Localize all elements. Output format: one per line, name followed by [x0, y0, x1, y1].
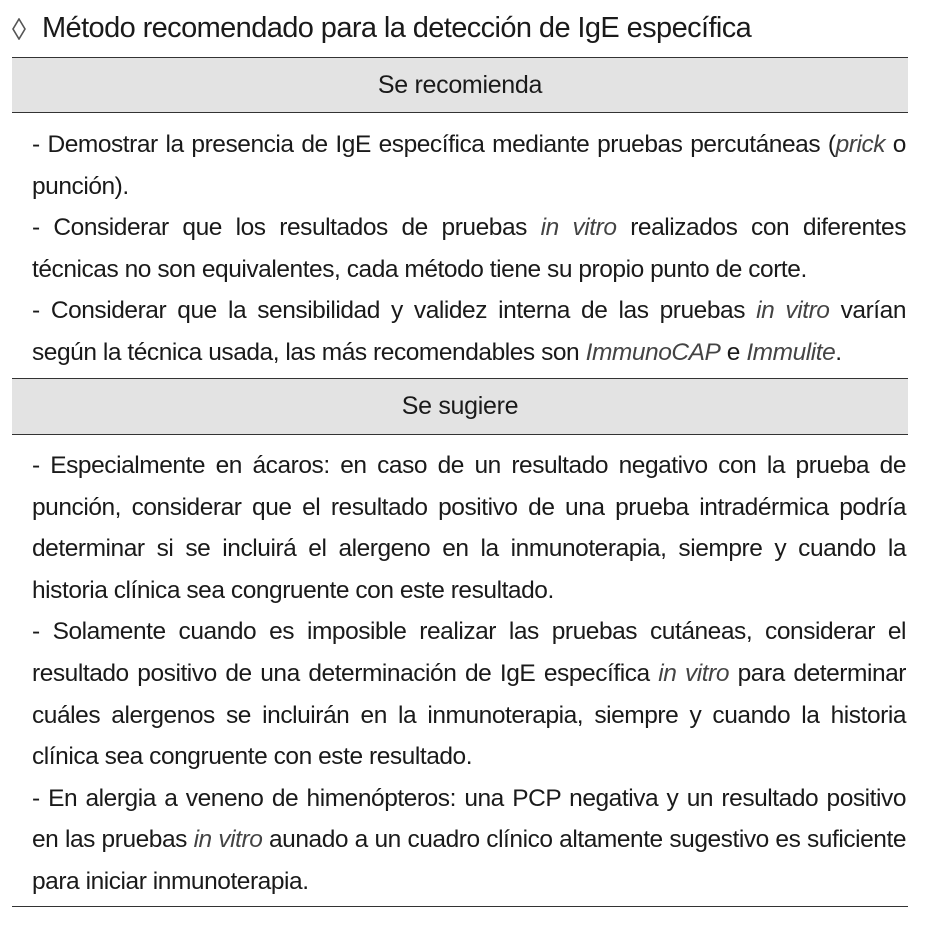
italic-term: in vitro: [756, 297, 830, 325]
italic-term: in vitro: [193, 826, 263, 854]
list-item: [32, 445, 906, 611]
list-item: [32, 611, 906, 777]
table-caption: [12, 8, 751, 48]
text-run: aunado a un cuadro clínico altamente sugestivo es suficiente para iniciar inmunoterapia.: [32, 826, 907, 895]
italic-term: in vitro: [540, 214, 617, 242]
italic-term: in vitro: [658, 659, 730, 687]
list-item: [32, 207, 906, 290]
section-body-recommended: [32, 124, 906, 374]
italic-term: prick: [835, 131, 886, 158]
text-run: - Solamente cuando es imposible realizar las pruebas cutáneas, considerar el resultado positivo de una determinación de IgE específica: [32, 618, 906, 687]
list-item: [32, 290, 906, 373]
text-run: o punción).: [32, 131, 906, 200]
italic-term: ImmunoCAP: [585, 338, 721, 366]
section-heading-label: Se sugiere: [401, 392, 519, 420]
text-run: .: [835, 338, 842, 366]
list-item: [32, 778, 906, 903]
section-heading-recommended: [12, 57, 908, 113]
section-heading-suggested: [12, 378, 908, 435]
diamond-bullet-icon: [12, 18, 26, 40]
text-run: varían según la técnica usada, las más recomendables son: [32, 297, 907, 366]
text-run: para determinar cuáles alergenos se incluirán en la inmunoterapia, siempre y cuando la historia clínica sea congruente con este resultado.: [32, 659, 907, 771]
text-run: realizados con diferentes técnicas no son equivalentes, cada método tiene su propio punto de corte.: [32, 214, 906, 283]
text-run: e: [720, 338, 747, 366]
list-item: [32, 124, 906, 207]
section-heading-label: Se recomienda: [377, 70, 543, 99]
table-bottom-rule: [12, 906, 908, 907]
text-run: - Demostrar la presencia de IgE específica mediante pruebas percutáneas (: [32, 131, 836, 158]
table-title: Método recomendado para la detección de IgE específica: [42, 11, 752, 44]
section-body-suggested: [32, 445, 906, 903]
text-run: - Considerar que los resultados de pruebas: [32, 214, 541, 242]
italic-term: Immulite: [746, 338, 836, 366]
text-run: - Especialmente en ácaros: en caso de un resultado negativo con la prueba de punción, considerar que el resultado positivo de una prueba intradérmica podría determinar si se incluirá el alergeno en la inmunoterapia, siempre y cuando la historia clínica sea congruente con este resultado.: [32, 452, 906, 604]
text-run: - En alergia a veneno de himenópteros: una PCP negativa y un resultado positivo en las pruebas: [32, 784, 906, 854]
text-run: - Considerar que la sensibilidad y validez interna de las pruebas: [32, 297, 757, 325]
